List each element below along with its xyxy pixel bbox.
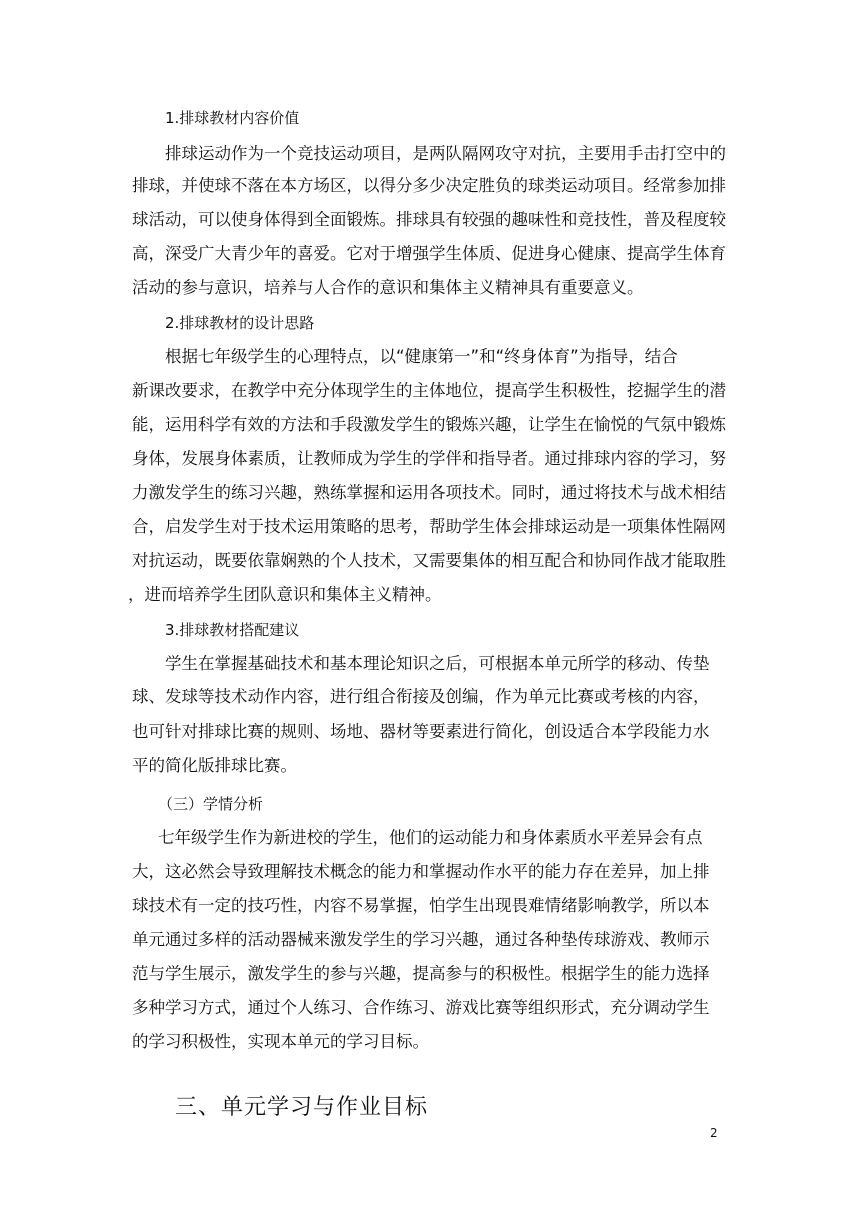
text-line: 排球运动作为一个竞技运动项目，是两队隔网攻守对抗，主要用手击打空中的 (165, 144, 726, 163)
text-line: 合，启发学生对于技术运用策略的思考，帮助学生体会排球运动是一项集体性隔网 (132, 517, 726, 536)
text-line: 范与学生展示，激发学生的参与兴趣，提高参与的积极性。根据学生的能力选择 (132, 964, 710, 983)
text-line: 高，深受广大青少年的喜爱。它对于增强学生体质、促进身心健康、提高学生体育 (132, 244, 726, 263)
subheading-learning-analysis: （三）学情分析 (158, 795, 264, 813)
text-line: 多种学习方式，通过个人练习、合作练习、游戏比赛等组织形式，充分调动学生 (132, 998, 710, 1017)
subheading-1: 1.排球教材内容价值 (165, 109, 300, 127)
text-line: 大，这必然会导致理解技术概念的能力和掌握动作水平的能力存在差异，加上排 (132, 862, 710, 881)
text-line: 也可针对排球比赛的规则、场地、器材等要素进行简化，创设适合本学段能力水 (132, 722, 710, 741)
subheading-2: 2.排球教材的设计思路 (165, 314, 315, 332)
text-line: 新课改要求，在教学中充分体现学生的主体地位，提高学生积极性，挖掘学生的潜 (132, 381, 726, 400)
page-number: 2 (710, 1126, 718, 1140)
text-line: 球、发球等技术动作内容，进行组合衔接及创编，作为单元比赛或考核的内容， (132, 687, 710, 706)
text-line: 学生在掌握基础技术和基本理论知识之后，可根据本单元所学的移动、传垫 (165, 654, 710, 673)
text-line: 对抗运动，既要依靠娴熟的个人技术，又需要集体的相互配合和协同作战才能取胜 (132, 551, 726, 570)
text-line: 活动的参与意识，培养与人合作的意识和集体主义精神具有重要意义。 (132, 278, 644, 297)
text-line: 平的简化版排球比赛。 (132, 756, 297, 775)
text-line: 身体，发展身体素质，让教师成为学生的学伴和指导者。通过排球内容的学习，努 (132, 449, 726, 468)
text-line: 根据七年级学生的心理特点，以“健康第一”和“终身体育”为指导，结合 (165, 347, 678, 366)
text-line: 的学习积极性，实现本单元的学习目标。 (132, 1032, 429, 1051)
text-line: 球技术有一定的技巧性，内容不易掌握，怕学生出现畏难情绪影响教学，所以本 (132, 896, 710, 915)
text-line: ，进而培养学生团队意识和集体主义精神。 (128, 585, 442, 604)
subheading-3: 3.排球教材搭配建议 (165, 621, 300, 639)
text-line: 力激发学生的练习兴趣，熟练掌握和运用各项技术。同时，通过将技术与战术相结 (132, 483, 726, 502)
text-line: 球活动，可以使身体得到全面锻炼。排球具有较强的趣味性和竞技性，普及程度较 (132, 210, 726, 229)
text-line: 单元通过多样的活动器械来激发学生的学习兴趣，通过各种垫传球游戏、教师示 (132, 930, 710, 949)
section-title: 三、单元学习与作业目标 (175, 1095, 429, 1120)
text-line: 排球，并使球不落在本方场区，以得分多少决定胜负的球类运动项目。经常参加排 (132, 176, 726, 195)
text-line: 七年级学生作为新进校的学生，他们的运动能力和身体素质水平差异会有点 (158, 828, 703, 847)
text-line: 能，运用科学有效的方法和手段激发学生的锻炼兴趣，让学生在愉悦的气氛中锻炼 (132, 415, 726, 434)
